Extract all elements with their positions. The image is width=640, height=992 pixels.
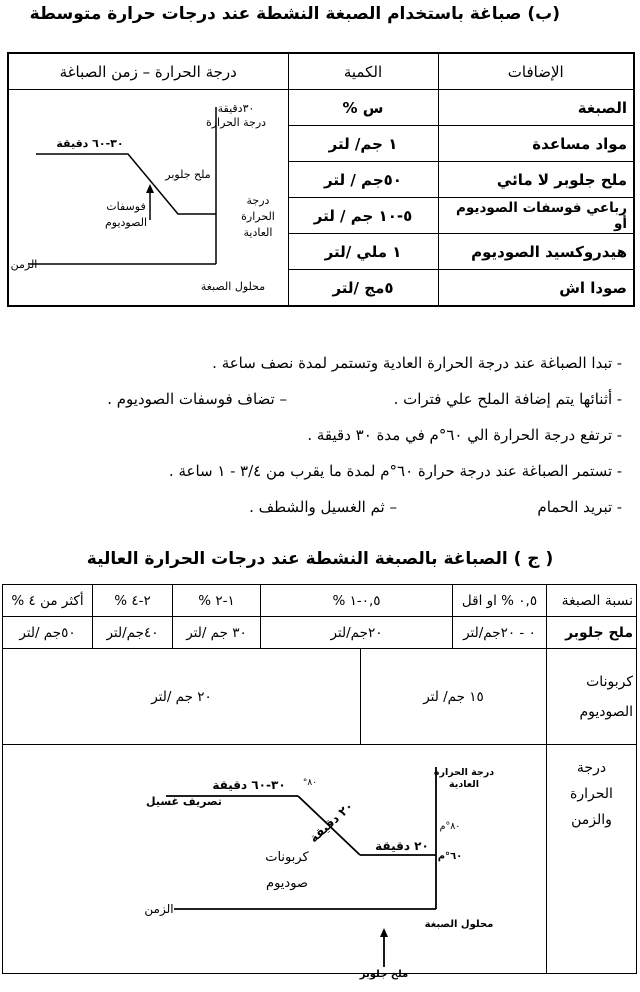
chart-label-60-axis: ٦٠°م — [437, 851, 463, 862]
carbonate-label-line: كربونات — [586, 673, 633, 690]
temp-time-label-line: والزمن — [571, 812, 612, 828]
chart-label-20min-left: ٢٠ دقيقة — [375, 839, 429, 853]
glauber-arrow-head — [380, 928, 388, 937]
medium-temp-chart — [8, 92, 288, 304]
table-header-row — [8, 53, 634, 90]
chart-label-20min-slope: ٢٠ دقيقة — [306, 798, 356, 846]
addition-cell: صودا اش — [438, 270, 634, 307]
dye-ratio-row — [3, 585, 637, 617]
section-b-title: (ب) صباغة باستخدام الصبغة النشطة عند درجات حرارة متوسطة — [29, 4, 560, 24]
glauber-cell: ٣٠ جم /لتر — [173, 617, 261, 649]
chart-label-y-2: الحرارة — [240, 209, 275, 223]
chart-label-30-60: ٣٠-٦٠ دقيقة — [212, 778, 286, 792]
phosphate-arrow-head — [146, 184, 154, 193]
step-item: - تبريد الحمام — [537, 498, 622, 516]
step-item-row — [12, 489, 622, 525]
chart-label-wash: تصريف غسيل — [146, 795, 222, 808]
procedure-steps — [12, 345, 622, 525]
section-c-table — [2, 584, 637, 980]
dye-ratio-cell: ١-٢ % — [173, 585, 261, 617]
quantity-cell: ١ جم/ لتر — [288, 126, 438, 162]
header-quantity: الكمية — [288, 53, 438, 90]
addition-cell: مواد مساعدة — [438, 126, 634, 162]
addition-cell: رباعي فوسفات الصوديوم أو — [438, 198, 634, 234]
step-item: – ثم الغسيل والشطف . — [249, 498, 397, 516]
carbonate-label — [547, 649, 637, 745]
carbonate-cell-high: ٢٠ جم /لتر — [3, 649, 361, 745]
dye-ratio-cell: ٠,٥-١ % — [261, 585, 453, 617]
chart-label-carb-1: كربونات — [265, 850, 309, 865]
chart-label-dye-solution: محلول الصبغة — [424, 919, 494, 930]
chart-label-30-60: ٣٠-٦٠ دقيقة — [55, 136, 124, 150]
section-b-table — [7, 52, 635, 307]
high-temp-chart — [4, 745, 546, 980]
section-c-title: ( ج ) الصباغة بالصبغة النشطة عند درجات الحرارة العالية — [86, 549, 554, 569]
quantity-cell: ٥٠جم / لتر — [288, 162, 438, 198]
step-item: - تبدا الصباغة عند درجة الحرارة العادية وتستمر لمدة نصف ساعة . — [212, 354, 622, 372]
dye-ratio-cell: ٢-٤ % — [93, 585, 173, 617]
chart-label-dye-solution: محلول الصبغة — [200, 279, 265, 293]
chart-label-y-1: درجة الحرارة — [433, 767, 495, 778]
chart-label-y-3: العادية — [243, 225, 272, 239]
chart-label-y-1: درجة — [246, 193, 269, 207]
quantity-cell: س % — [288, 90, 438, 126]
chart-label-time: الزمن — [144, 902, 174, 916]
step-item-row — [12, 381, 622, 417]
glauber-cell: ٢٠جم/لتر — [261, 617, 453, 649]
chart-label-80-axis: ٨٠°م — [439, 821, 461, 832]
chart-label-phosphate-2: الصوديوم — [104, 215, 147, 229]
temp-time-row — [3, 745, 637, 974]
table-row — [8, 90, 634, 126]
quantity-cell: ٥-١٠ جم / لتر — [288, 198, 438, 234]
chart-label-y-2: العادية — [449, 779, 479, 790]
addition-cell: الصبغة — [438, 90, 634, 126]
header-additions: الإضافات — [438, 53, 634, 90]
dye-ratio-cell: أكثر من ٤ % — [3, 585, 93, 617]
glauber-label: ملح جلوبر — [547, 617, 637, 649]
step-item: - أثنائها يتم إضافة الملح علي فترات . — [393, 390, 622, 408]
carbonate-cell-low: ١٥ جم/ لتر — [361, 649, 547, 745]
quantity-cell: ٥مج /لتر — [288, 270, 438, 307]
carbonate-row — [3, 649, 637, 745]
addition-cell: هيدروكسيد الصوديوم — [438, 234, 634, 270]
step-item: - تستمر الصباغة عند درجة حرارة ٦٠°م لمدة ما يقرب من ٣/٤ - ١ ساعة . — [168, 462, 622, 480]
chart-label-glauber: ملح جلوبر — [359, 969, 409, 980]
step-item: – تضاف فوسفات الصوديوم . — [107, 390, 287, 408]
quantity-cell: ١ ملي /لتر — [288, 234, 438, 270]
dye-ratio-cell: ٠,٥ % او اقل — [453, 585, 547, 617]
dye-ratio-label: نسبة الصبغة — [547, 585, 637, 617]
step-item: - ترتفع درجة الحرارة الي ٦٠°م في مدة ٣٠ دقيقة . — [307, 426, 622, 444]
addition-cell: ملح جلوبر لا مائي — [438, 162, 634, 198]
chart-label-80-top: ٨٠° — [302, 778, 318, 788]
chart-label-30min: ٣٠دقيقة — [217, 101, 254, 115]
glauber-cell: ٤٠جم/لتر — [93, 617, 173, 649]
chart-label-temp-top: درجة الحرارة — [205, 115, 266, 129]
temp-time-label-line: الحرارة — [570, 786, 613, 802]
glauber-row — [3, 617, 637, 649]
chart-label-time: الزمن — [10, 257, 37, 271]
glauber-cell: ٥٠جم /لتر — [3, 617, 93, 649]
temp-time-chart-cell — [8, 90, 288, 307]
chart-label-glauber: ملح جلوبر — [164, 167, 211, 181]
temp-time-label-line: درجة — [576, 760, 607, 776]
carbonate-label-line: الصوديوم — [579, 703, 633, 720]
glauber-cell: ٠ - ٢٠جم/لتر — [453, 617, 547, 649]
chart-label-carb-2: صوديوم — [266, 876, 308, 891]
chart-label-phosphate-1: فوسفات — [105, 199, 146, 213]
temp-time-label — [547, 745, 637, 974]
high-temp-chart-cell — [3, 745, 547, 980]
header-temp-time: درجة الحرارة – زمن الصباغة — [8, 53, 288, 90]
